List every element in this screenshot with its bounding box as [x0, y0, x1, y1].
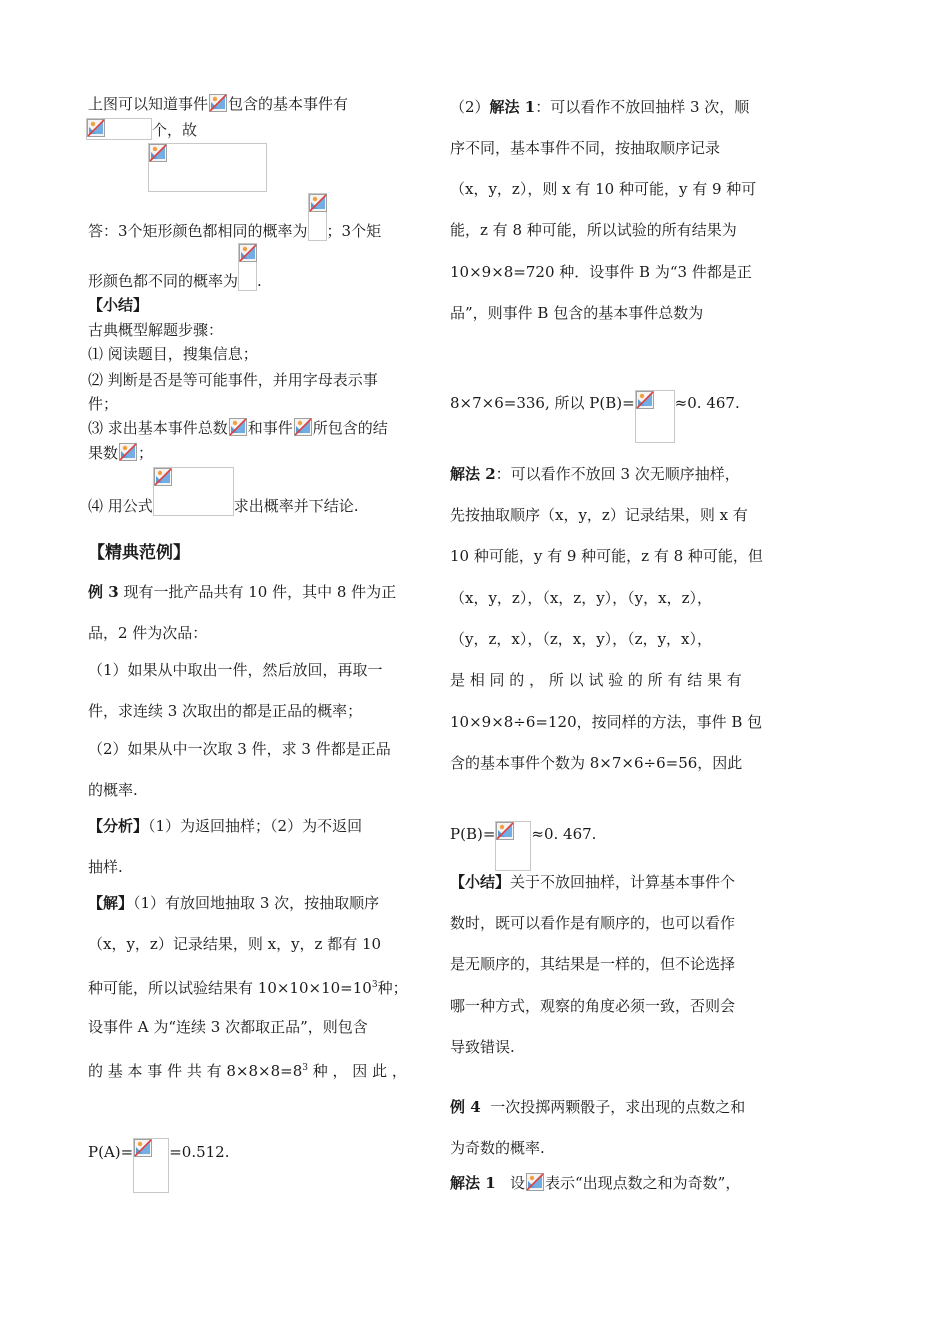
probability-b-1: 8×7×6=336, 所以 P(B)= ≈0. 467.	[450, 390, 740, 443]
question-1-cont: 件，求连续 3 次取出的都是正品的概率；	[88, 702, 363, 720]
analysis-line: 【分析】（1）为返回抽样；（2）为不返回	[88, 817, 363, 835]
method-2-line: 先按抽取顺序（x，y，z）记录结果，则 x 有	[450, 506, 748, 524]
broken-image-icon	[229, 418, 247, 436]
formula-block	[148, 143, 267, 192]
step-3: ⑶ 求出基本事件总数 和事件 所包含的结	[88, 419, 388, 437]
method-2-line: 含的基本事件个数为 8×7×6÷6=56，因此	[450, 754, 743, 772]
solution-line: （x，y，z）记录结果，则 x，y，z 都有 10	[88, 935, 382, 953]
summary-intro: 古典概型解题步骤：	[88, 321, 224, 339]
question-1: （1）如果从中取出一件，然后放回，再取一	[88, 661, 383, 679]
formula-image	[153, 467, 234, 516]
step-2: ⑵ 判断是否是等可能事件，并用字母表示事	[88, 371, 378, 389]
broken-image-icon	[239, 244, 257, 262]
question-2-cont: 的概率.	[88, 781, 138, 799]
method-1-line: 品”，则事件 B 包含的基本事件总数为	[450, 304, 704, 322]
probability-a: P(A)= =0.512.	[88, 1138, 229, 1193]
question-2: （2）如果从中一次取 3 件，求 3 件都是正品	[88, 740, 391, 758]
method-2-line: （y，z，x），（z，x，y），（z，y，x），	[450, 630, 713, 648]
broken-image-icon	[309, 194, 327, 212]
summary-2-line: 【小结】关于不放回抽样，计算基本事件个	[450, 873, 736, 891]
formula-image	[308, 193, 327, 241]
formula-image	[148, 143, 267, 192]
broken-image-icon	[87, 119, 105, 137]
formula-image	[133, 1138, 169, 1193]
method-2-line: 是 相 同 的 ， 所 以 试 验 的 所 有 结 果 有	[450, 671, 742, 689]
method-2-line: 解法 2：可以看作不放回 3 次无顺序抽样，	[450, 465, 740, 483]
probability-b-2: P(B)= ≈0. 467.	[450, 821, 596, 871]
formula-image	[86, 118, 152, 140]
method-1-line: （2）解法 1：可以看作不放回抽样 3 次，顺	[450, 98, 750, 116]
formula-image	[635, 390, 675, 443]
broken-image-icon	[209, 94, 227, 112]
method-2-line: （x，y，z），（x，z，y），（y，x，z），	[450, 589, 713, 607]
section-title: 【精典范例】	[88, 543, 190, 563]
summary-2-line: 导致错误.	[450, 1038, 515, 1056]
broken-image-icon	[149, 144, 167, 162]
method-2-line: 10×9×8÷6=120，按同样的方法，事件 B 包	[450, 713, 763, 731]
broken-image-icon	[134, 1139, 152, 1157]
summary-2-line: 数时，既可以看作是有顺序的，也可以看作	[450, 914, 736, 932]
example-3-line: 品，2 件为次品：	[88, 624, 208, 642]
step-2-cont: 件；	[88, 395, 119, 413]
summary-2-line: 是无顺序的，其结果是一样的，但不论选择	[450, 955, 736, 973]
analysis-cont: 抽样.	[88, 858, 123, 876]
broken-image-icon	[294, 418, 312, 436]
step-1: ⑴ 阅读题目，搜集信息；	[88, 345, 258, 363]
solution-line: 种可能，所以试验结果有 $10\times 10\times 10=10^3$种；	[88, 979, 408, 997]
method-2-line: 10 种可能，y 有 9 种可能，z 有 8 种可能，但	[450, 547, 763, 565]
solution-line: 的 基 本 事 件 共 有 $8\times 8\times 8=8^3$ 种 ， 因 此 ，	[88, 1062, 407, 1080]
answer-line: 形颜色都不同的概率为 .	[88, 243, 262, 291]
broken-image-icon	[119, 443, 137, 461]
example-3-line: 例 3 现有一批产品共有 10 件，其中 8 件为正	[88, 583, 397, 601]
method-1-line: 能，z 有 8 种可能，所以试验的所有结果为	[450, 221, 737, 239]
summary-heading: 【小结】	[88, 296, 149, 314]
paragraph-line: 个，故	[86, 118, 197, 140]
step-4: ⑷ 用公式 求出概率并下结论.	[88, 467, 359, 516]
broken-image-icon	[636, 391, 654, 409]
formula-image	[495, 821, 531, 871]
method-1-line: 序不同，基本事件不同，按抽取顺序记录	[450, 139, 721, 157]
summary-2-line: 哪一种方式，观察的角度必须一致，否则会	[450, 997, 736, 1015]
formula-image	[238, 243, 257, 291]
paragraph-line: 上图可以知道事件 包含的基本事件有	[88, 95, 349, 113]
solution-line: 设事件 A 为“连续 3 次都取正品”，则包含	[88, 1018, 368, 1036]
method-1-line: 10×9×8=720 种．设事件 B 为“3 件都是正	[450, 263, 752, 281]
broken-image-icon	[496, 822, 514, 840]
solution-line: 【解】（1）有放回地抽取 3 次，按抽取顺序	[88, 894, 380, 912]
broken-image-icon	[154, 468, 172, 486]
step-3-cont: 果数 ；	[88, 444, 154, 462]
method-1-line: （x，y，z），则 x 有 10 种可能，y 有 9 种可	[450, 180, 757, 198]
example-4-line: 为奇数的概率.	[450, 1139, 545, 1157]
broken-image-icon	[526, 1173, 544, 1191]
answer-line: 答：3个矩形颜色都相同的概率为 ；3个矩	[88, 193, 381, 241]
example-4-line: 例 4 一次投掷两颗骰子，求出现的点数之和	[450, 1098, 746, 1116]
example-4-solution: 解法 1 设 表示“出现点数之和为奇数”，	[450, 1174, 741, 1192]
